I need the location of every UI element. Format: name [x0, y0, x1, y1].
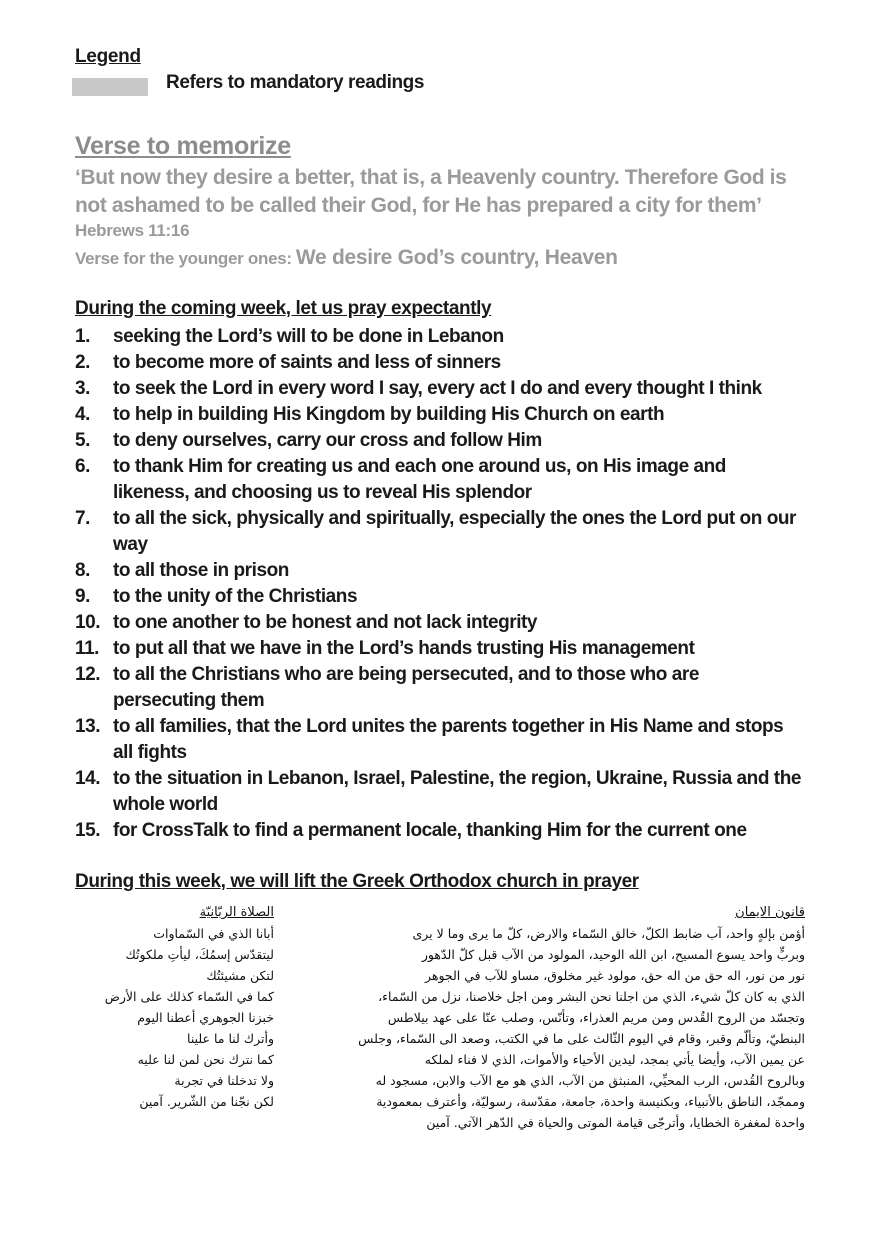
verse-heading: Verse to memorize — [75, 132, 291, 160]
prayer-item — [75, 714, 805, 766]
prayer-item-number: 8. — [75, 560, 90, 581]
prayer-item-number: 6. — [75, 456, 90, 477]
prayer-item — [75, 584, 805, 610]
creed-title: قانون الايمان — [735, 905, 805, 920]
lords-prayer-line: ليتقدّس إسمُكَ، ليأتِ ملكوتُك — [125, 947, 274, 962]
prayer-item — [75, 428, 805, 454]
prayer-item-number: 12. — [75, 664, 101, 685]
prayer-item-number: 4. — [75, 404, 90, 425]
creed-line: أؤمن بإلهٍ واحد، آب ضابط الكلّ، خالق السّماء والارض، كلّ ما يرى وما لا يرى — [412, 926, 805, 941]
prayer-item-text: to become more of saints and less of sinners — [113, 352, 501, 373]
prayer-item-number: 10. — [75, 612, 101, 633]
prayer-item-text: to all those in prison — [113, 560, 289, 581]
younger-verse-label: Verse for the younger ones: — [75, 249, 292, 268]
prayer-item-number: 15. — [75, 820, 101, 841]
prayer-heading: During the coming week, let us pray expectantly — [75, 298, 492, 319]
creed-line: نور من نور، اله حق من اله حق، مولود غير مخلوق، مساو للآب في الجوهر — [424, 968, 805, 983]
lords-prayer-title: الصلاة الربّانيّة — [199, 905, 274, 920]
prayer-item-text: to put all that we have in the Lord’s hands trusting His management — [113, 638, 695, 659]
lords-prayer-line: وأترك لنا ما علينا — [187, 1031, 274, 1046]
prayer-item — [75, 558, 805, 584]
lords-prayer-line: كما نترك نحن لمن لنا عليه — [137, 1052, 274, 1067]
lords-prayer — [66, 902, 274, 1112]
prayer-item-number: 9. — [75, 586, 90, 607]
legend-title: Legend — [75, 46, 141, 67]
prayer-item-number: 2. — [75, 352, 90, 373]
prayer-item-text: to seek the Lord in every word I say, every act I do and every thought I think — [113, 378, 762, 399]
lords-prayer-line: أبانا الذي في السّماوات — [153, 926, 274, 941]
verse-text: ‘But now they desire a better, that is, a Heavenly country. Therefore God is not ashamed to be called their God, for He has prepared a city for them’ — [75, 166, 787, 217]
prayer-item-number: 11. — [75, 638, 100, 659]
younger-verse-text: We desire God’s country, Heaven — [295, 246, 618, 269]
younger-verse — [75, 246, 618, 270]
prayer-item-text: seeking the Lord’s will to be done in Lebanon — [113, 326, 504, 347]
prayer-item-number: 1. — [75, 326, 90, 347]
creed-line: عن يمين الآب، وأيضا يأتي بمجد، ليدين الأحياء والأموات، الذي لا فناء لملكه — [424, 1052, 805, 1067]
prayer-item-number: 3. — [75, 378, 90, 399]
legend-description: Refers to mandatory readings — [166, 72, 425, 93]
prayer-list — [75, 324, 805, 844]
prayer-item-number: 7. — [75, 508, 90, 529]
prayer-item-text: to all the Christians who are being persecuted, and to those who are persecuting them — [113, 664, 699, 711]
creed-line: وبالروح القُدس، الرب المحيِّي، المنبثق من الآب، الذي هو مع الآب والابن، مسجود له — [375, 1073, 805, 1088]
prayer-item — [75, 454, 805, 506]
prayer-item — [75, 350, 805, 376]
prayer-item — [75, 324, 805, 350]
creed-lines — [300, 923, 805, 1133]
prayer-item-text: to one another to be honest and not lack integrity — [113, 612, 538, 633]
prayer-item-text: for CrossTalk to find a permanent locale, thanking Him for the current one — [113, 820, 747, 841]
prayer-item-number: 5. — [75, 430, 90, 451]
prayer-item-text: to the unity of the Christians — [113, 586, 358, 607]
prayer-item-text: to all families, that the Lord unites the parents together in His Name and stops all fights — [113, 716, 784, 763]
lords-prayer-lines — [66, 923, 274, 1112]
nicene-creed — [300, 902, 805, 1133]
prayer-item — [75, 636, 805, 662]
prayer-item — [75, 506, 805, 558]
creed-line: واحدة لمغفرة الخطايا، وأترجّى قيامة الموتى والحياة في الدّهر الآتي. آمين — [426, 1115, 805, 1130]
prayer-item — [75, 766, 805, 818]
creed-line: البنطيّ، وتألّم وقبر، وقام في اليوم الثّالث على ما في الكتب، وصعد الى السّماء، وجلس — [358, 1031, 805, 1046]
prayer-item-number: 13. — [75, 716, 101, 737]
prayer-item-text: to help in building His Kingdom by building His Church on earth — [113, 404, 665, 425]
lords-prayer-line: لتكن مشيئتُك — [206, 968, 274, 983]
prayer-item — [75, 662, 805, 714]
lords-prayer-line: كما في السّماء كذلك على الأرض — [104, 989, 274, 1004]
prayer-item — [75, 818, 805, 844]
prayer-item-text: to all the sick, physically and spiritually, especially the ones the Lord put on our way — [113, 508, 796, 555]
creed-line: الذي به كان كلّ شيء، الذي من اجلنا نحن البشر ومن اجل خلاصنا، نزل من السّماء، — [378, 989, 805, 1004]
church-heading: During this week, we will lift the Greek Orthodox church in prayer — [75, 871, 639, 892]
lords-prayer-line: لكن نجّنا من الشّرير. آمين — [139, 1094, 274, 1109]
prayer-item — [75, 376, 805, 402]
lords-prayer-line: خبزنا الجوهري أعطنا اليوم — [137, 1010, 274, 1025]
prayer-item-text: to deny ourselves, carry our cross and follow Him — [113, 430, 542, 451]
prayer-item-text: to the situation in Lebanon, Israel, Palestine, the region, Ukraine, Russia and the whole world — [113, 768, 801, 815]
creed-line: وتجسّد من الروح القُدس ومن مريم العذراء، وتأنّس، وصلب عنّا على عهد بيلاطس — [387, 1010, 805, 1025]
lords-prayer-line: ولا تدخلنا في تجربة — [174, 1073, 274, 1088]
prayer-item-number: 14. — [75, 768, 101, 789]
prayer-item-text: to thank Him for creating us and each one around us, on His image and likeness, and choosing us to reveal His splendor — [113, 456, 726, 503]
verse-reference: Hebrews 11:16 — [75, 221, 190, 240]
prayer-item — [75, 402, 805, 428]
legend-swatch — [72, 78, 148, 96]
prayer-item — [75, 610, 805, 636]
creed-line: وبربٍّ واحد يسوع المسيح، ابن الله الوحيد، المولود من الآب قبل كلّ الدّهور — [421, 947, 805, 962]
creed-line: وممجّد، الناطق بالأنبياء، وبكنيسة واحدة، جامعة، مقدّسة، رسوليّة، وأعترف بمعمودية — [376, 1094, 805, 1109]
